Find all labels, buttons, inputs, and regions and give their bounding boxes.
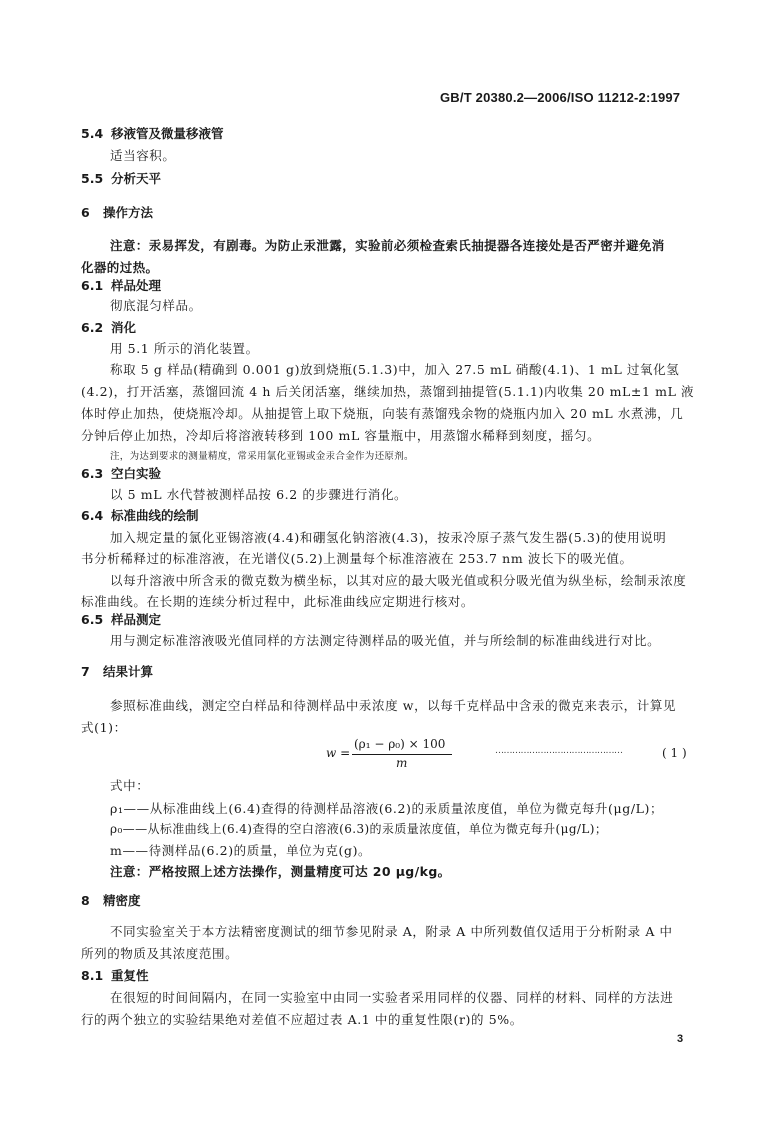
section-6-2-heading (81, 318, 136, 336)
section-number: 6 (81, 205, 90, 220)
section-number: 6.3 (81, 466, 104, 481)
section-title: 移液管及微量移液管 (111, 126, 224, 141)
section-6-2-para-line2: (4.2)，打开活塞，蒸馏回流 4 h 后关闭活塞，继续加热，蒸馏到抽提管(5.1.1)内收集 20 mL±1 mL 液 (81, 384, 695, 399)
formula-numerator: (ρ₁ − ρ₀) × 100 (354, 737, 446, 751)
section-title: 标准曲线的绘制 (111, 508, 199, 523)
section-number: 7 (81, 664, 90, 679)
section-6-4-p2-line1: 以每升溶液中所含汞的微克数为横坐标，以其对应的最大吸光值或积分吸光值为纵坐标，绘制汞浓度 (110, 573, 687, 588)
section-6-2-note: 注，为达到要求的测量精度，常采用氯化亚锡或金汞合金作为还原剂。 (110, 451, 414, 462)
section-6-2-para-line4: 分钟后停止加热，冷却后将溶液转移到 100 mL 容量瓶中，用蒸馏水稀释到刻度，摇匀。 (81, 428, 601, 443)
definition-m: m——待测样品(6.2)的质量，单位为克(g)。 (110, 843, 372, 858)
page-number: 3 (677, 1033, 684, 1045)
section-number: 5.5 (81, 171, 104, 186)
standard-number: GB/T 20380.2—2006/ISO 11212-2:1997 (440, 90, 681, 105)
section-6-3-text: 以 5 mL 水代替被测样品按 6.2 的步骤进行消化。 (110, 487, 408, 502)
section-title: 重复性 (111, 968, 149, 983)
section-8-para-line1: 不同实验室关于本方法精密度测试的细节参见附录 A，附录 A 中所列数值仅适用于分析附录 A 中 (110, 924, 673, 939)
section-6-5-text: 用与测定标准溶液吸光值同样的方法测定待测样品的吸光值，并与所绘制的标准曲线进行对比。 (110, 633, 661, 648)
section-6-5-heading (81, 610, 161, 628)
section-7-para-line1: 参照标准曲线，测定空白样品和待测样品中汞浓度 w，以每千克样品中含汞的微克来表示，计算见 (110, 698, 677, 713)
section-title: 消化 (111, 320, 137, 335)
section-title: 操作方法 (103, 205, 154, 220)
definition-rho0: ρ₀——从标准曲线上(6.4)查得的空白溶液(6.3)的汞质量浓度值，单位为微克每升(μg/L)； (110, 822, 608, 836)
section-5-5-heading (81, 169, 161, 187)
section-number: 5.4 (81, 126, 104, 141)
section-title: 样品处理 (111, 278, 162, 293)
section-8-heading (81, 891, 141, 909)
section-8-1-para-line2: 行的两个独立的实验结果绝对差值不应超过表 A.1 中的重复性限(r)的 5%。 (81, 1012, 523, 1027)
section-6-4-heading (81, 506, 199, 524)
section-number: 6.5 (81, 612, 104, 627)
section-5-4-heading (81, 124, 224, 142)
formula-lhs: w = (326, 746, 351, 760)
section-number: 6.1 (81, 278, 104, 293)
section-6-3-heading (81, 464, 161, 482)
section-6-4-p1-line1: 加入规定量的氯化亚锡溶液(4.4)和硼氢化钠溶液(4.3)，按汞冷原子蒸气发生器(5.3)的使用说明 (110, 530, 667, 545)
definition-rho1: ρ₁——从标准曲线上(6.4)查得的待测样品溶液(6.2)的汞质量浓度值，单位为微克每升(μg/L)； (110, 801, 664, 816)
formula-denominator: m (396, 756, 408, 770)
section-6-4-p1-line2: 书分析稀释过的标准溶液，在光谱仪(5.2)上测量每个标准溶液在 253.7 nm 波长下的吸光值。 (81, 551, 633, 566)
section-6-1-heading (81, 276, 161, 294)
section-title: 空白实验 (111, 466, 162, 481)
formula-number: ( 1 ) (662, 746, 687, 760)
section-number: 8 (81, 893, 90, 908)
section-8-1-para-line1: 在很短的时间间隔内，在同一实验室中由同一实验者采用同样的仪器、同样的材料、同样的方法进 (110, 990, 674, 1005)
section-title: 分析天平 (111, 171, 162, 186)
section-6-2-line1: 用 5.1 所示的消化装置。 (110, 341, 259, 356)
formula-leader-dots: ……………………………………… (495, 746, 623, 756)
section-7-note: 注意：严格按照上述方法操作，测量精度可达 20 μg/kg。 (110, 864, 451, 879)
section-6-warning-line1: 注意：汞易挥发，有剧毒。为防止汞泄露，实验前必须检查索氏抽提器各连接处是否严密并避免消 (110, 238, 665, 253)
section-number: 6.2 (81, 320, 104, 335)
section-7-heading (81, 662, 153, 680)
where-label: 式中： (110, 778, 150, 793)
section-8-para-line2: 所列的物质及其浓度范围。 (81, 946, 239, 961)
formula-fraction-bar (352, 754, 452, 755)
section-7-para-line2: 式(1)： (81, 720, 127, 735)
section-8-1-heading (81, 966, 149, 984)
section-6-heading (81, 203, 153, 221)
section-6-1-text: 彻底混匀样品。 (110, 298, 202, 313)
section-title: 精密度 (103, 893, 141, 908)
section-6-4-p2-line2: 标准曲线。在长期的连续分析过程中，此标准曲线应定期进行核对。 (81, 594, 475, 609)
section-number: 8.1 (81, 968, 104, 983)
section-number: 6.4 (81, 508, 104, 523)
section-6-2-para-line1: 称取 5 g 样品(精确到 0.001 g)放到烧瓶(5.1.3)中，加入 27.5 mL 硝酸(4.1)、1 mL 过氧化氢 (110, 362, 680, 377)
section-title: 结果计算 (103, 664, 154, 679)
section-5-4-text: 适当容积。 (110, 148, 176, 163)
section-6-2-para-line3: 体时停止加热，使烧瓶冷却。从抽提管上取下烧瓶，向装有蒸馏残余物的烧瓶内加入 20 mL 水煮沸，几 (81, 406, 684, 421)
section-title: 样品测定 (111, 612, 162, 627)
section-6-warning-line2: 化器的过热。 (81, 260, 159, 275)
